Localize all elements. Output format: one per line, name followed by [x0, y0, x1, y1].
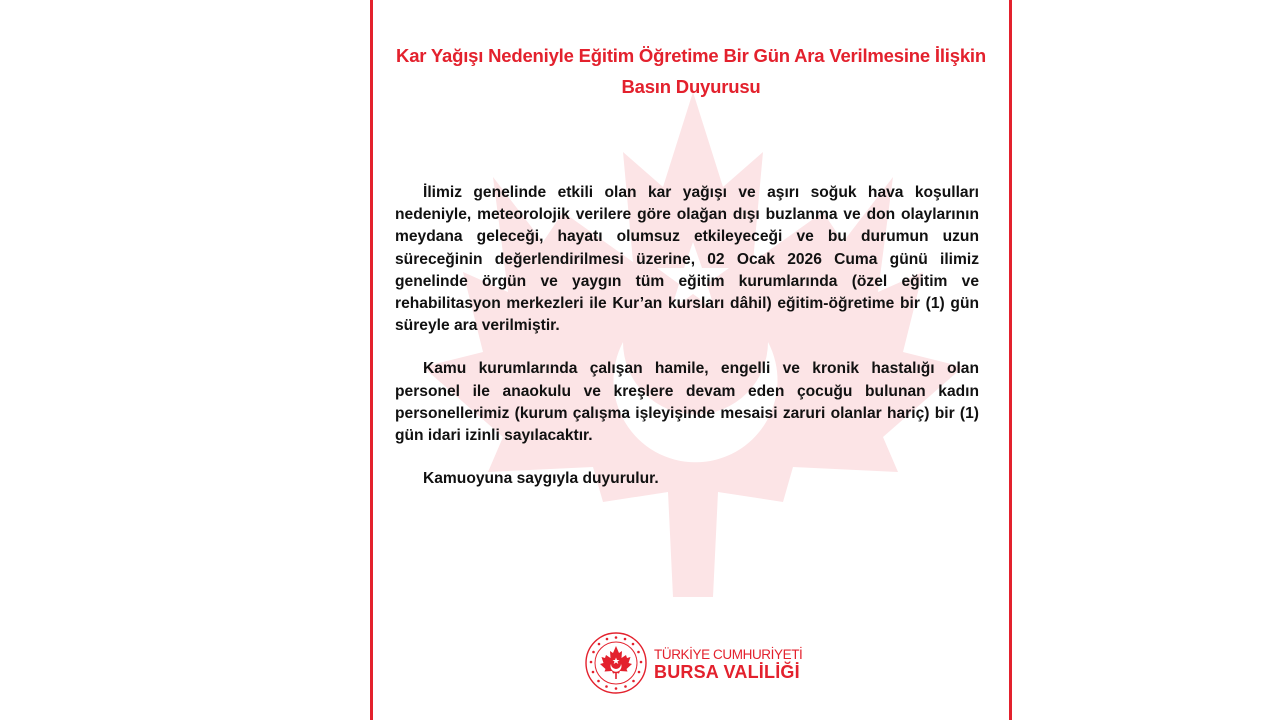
org-name-republic: TÜRKİYE CUMHURİYETİ	[654, 647, 803, 662]
org-name-governorship: BURSA VALİLİĞİ	[654, 662, 800, 682]
governorship-emblem-icon	[584, 631, 648, 695]
press-release-page	[370, 0, 1012, 720]
paragraph-administrative-leave: Kamu kurumlarında çalışan hamile, engelli ve kronik hastalığı olan personel ile anaokulu ve kreşlere devam eden çocuğu bulunan kadın personellerimiz (kurum çalışma işleyişinde mesaisi zaruri olanlar hariç) bir (1) gün idari izinli sayılacaktır.	[395, 360, 979, 445]
paragraph-school-closure: İlimiz genelinde etkili olan kar yağışı ve aşırı soğuk hava koşulları nedeniyle, meteorolojik verilere göre olağan dışı buzlanma ve don olaylarının meydana geleceği, hayatı olumsuz etkileyeceği ve bu durumun uzun süreceğinin değerlendirilmesi üzerine, 02 Ocak 2026 Cuma günü ilimiz genelinde örgün ve yaygın tüm eğitim kurumlarında (özel eğitim ve rehabilitasyon merkezleri ile Kur’an kursları dâhil) eğitim-öğretime bir (1) gün süreyle ara verilmiştir.	[395, 184, 979, 335]
press-release-title	[373, 40, 1009, 102]
bursa-valiligi-logo	[584, 631, 814, 695]
title-line-1: Kar Yağışı Nedeniyle Eğitim Öğretime Bir Gün Ara Verilmesine İlişkin	[396, 45, 986, 66]
paragraph-closing: Kamuoyuna saygıyla duyurulur.	[423, 470, 659, 488]
title-line-2: Basın Duyurusu	[621, 76, 761, 97]
press-release-body	[395, 182, 979, 511]
